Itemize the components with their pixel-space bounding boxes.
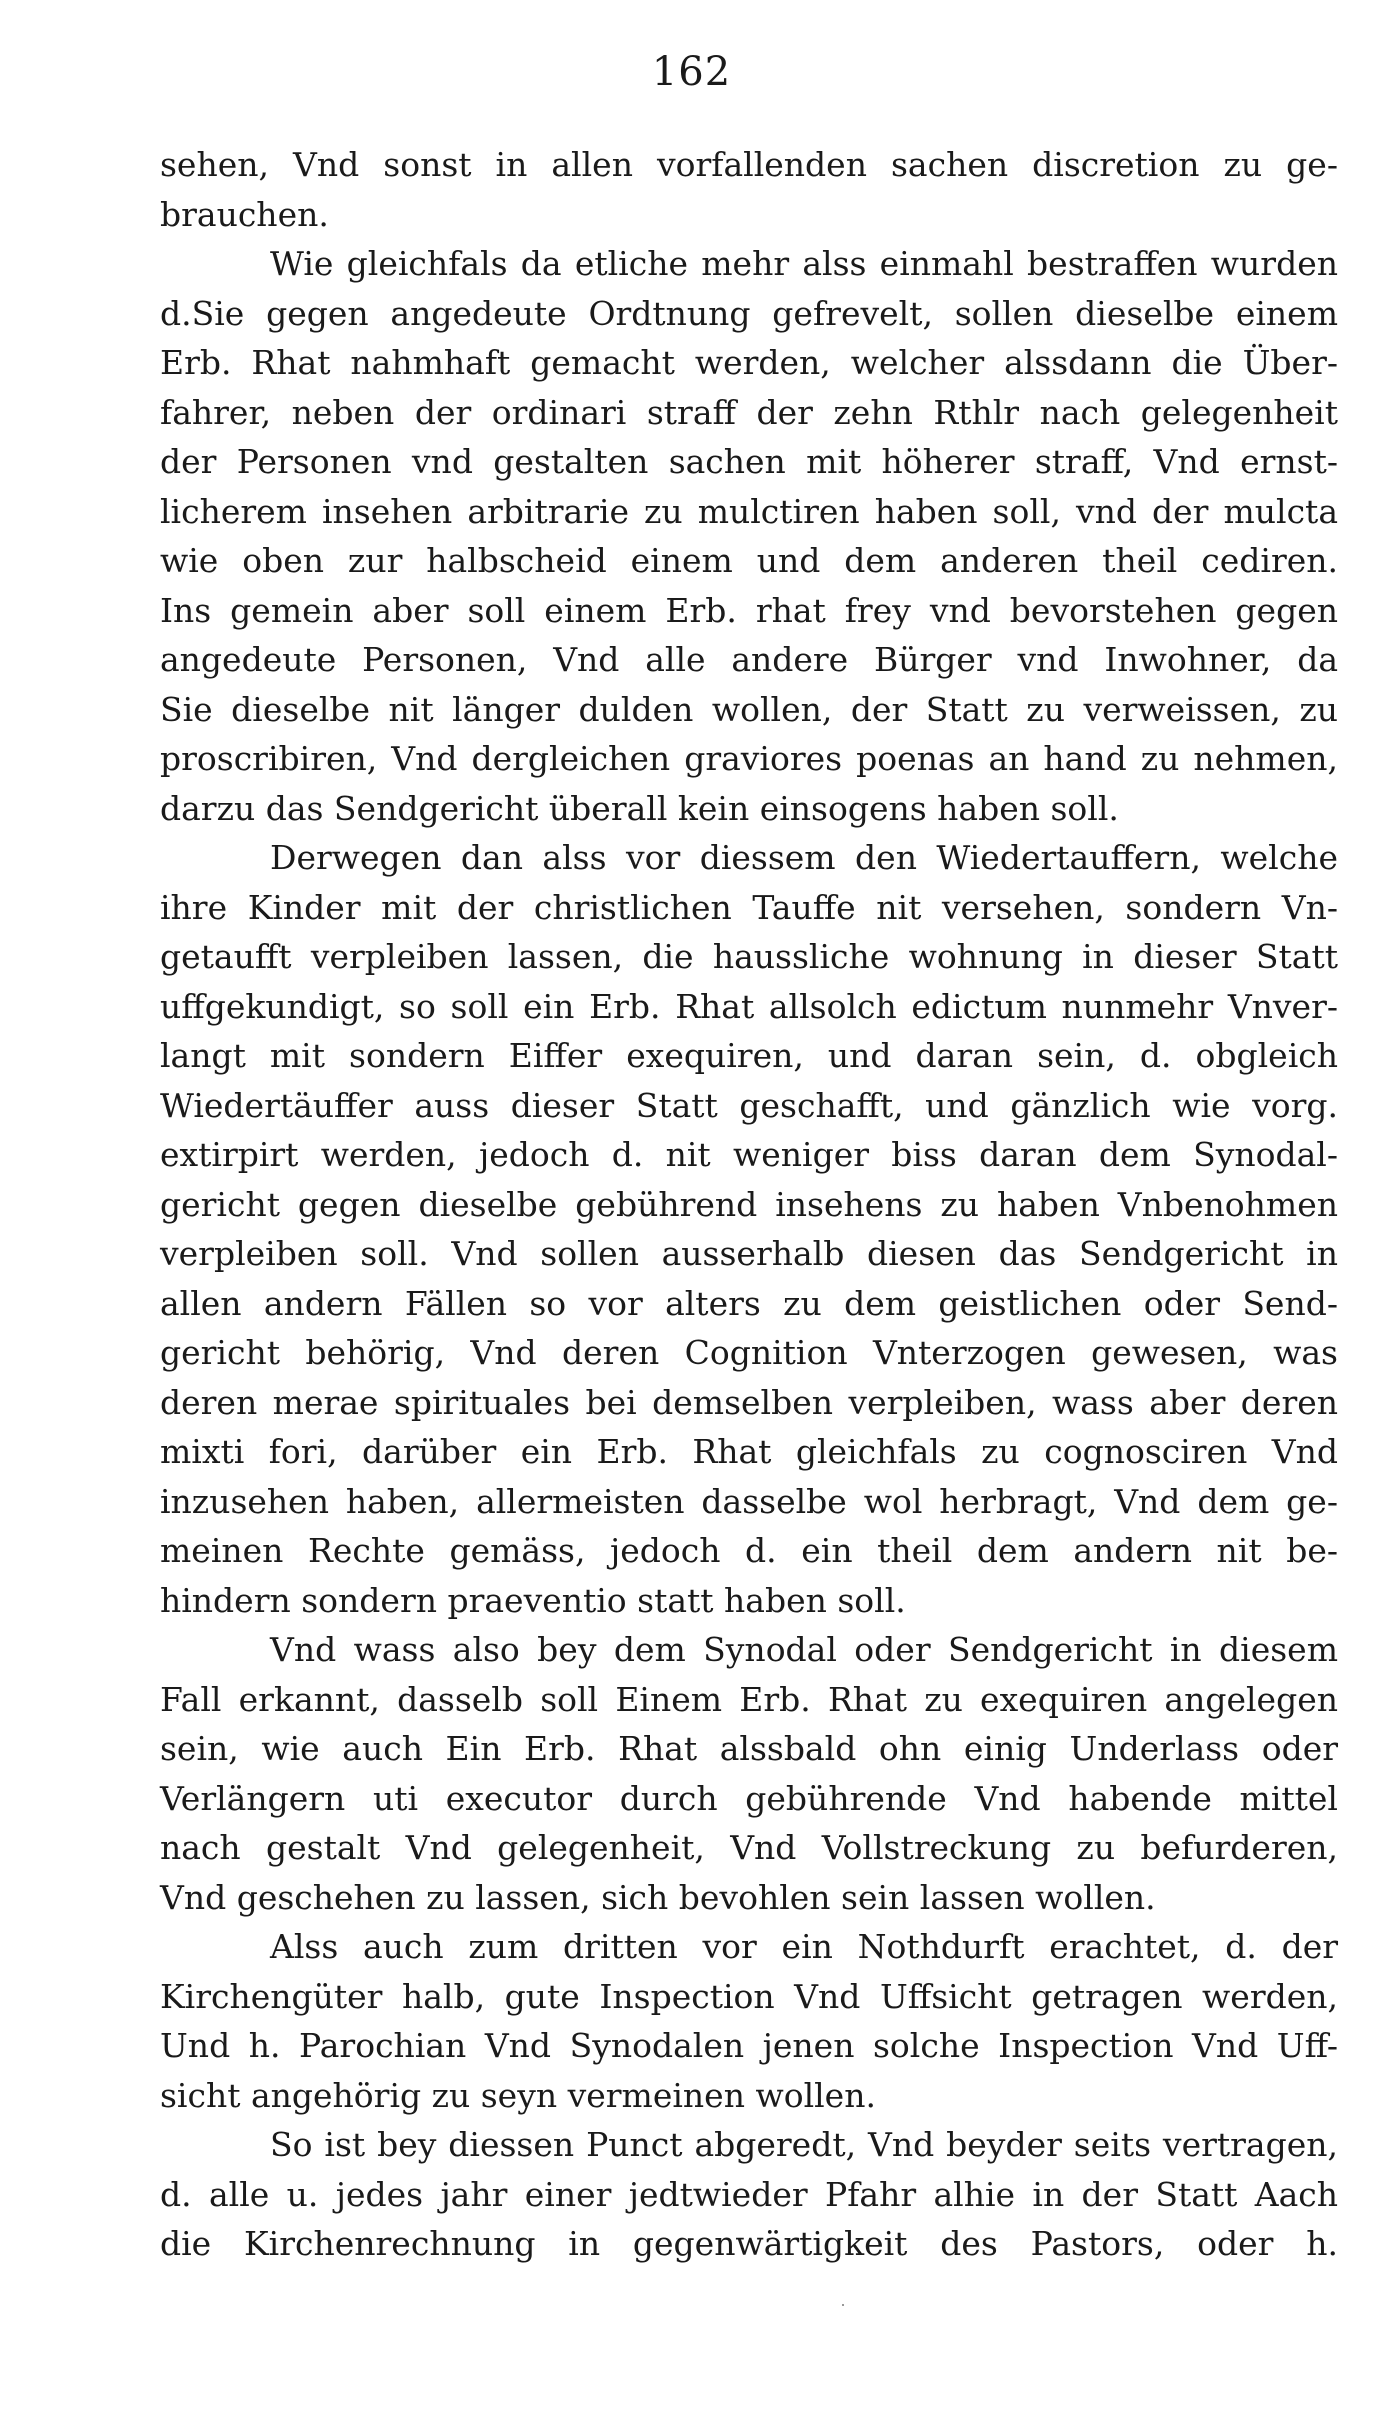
text-line: allen andern Fällen so vor alters zu dem geistlichen oder Send- bbox=[160, 1283, 1338, 1323]
text-line: langt mit sondern Eiffer exequiren, und daran sein, d. obgleich bbox=[160, 1036, 1338, 1075]
page-number: 162 bbox=[651, 49, 732, 95]
text-line: ihre Kinder mit der christlichen Tauffe nit versehen, sondern Vn- bbox=[160, 887, 1338, 927]
text-line: gericht gegen dieselbe gebührend insehens zu haben Vnbenohmen bbox=[160, 1184, 1338, 1224]
text-line: Wiedertäuffer auss dieser Statt geschafft, und gänzlich wie vorg. bbox=[160, 1085, 1338, 1125]
text-line: proscribiren, Vnd dergleichen graviores poenas an hand zu nehmen, bbox=[160, 739, 1338, 778]
paragraph-start-line: Alss auch zum dritten vor ein Nothdurft erachtet, d. der bbox=[270, 1927, 1338, 1966]
text-line: Und h. Parochian Vnd Synodalen jenen solche Inspection Vnd Uff- bbox=[160, 2026, 1338, 2065]
text-line: sicht angehörig zu seyn vermeinen wollen. bbox=[160, 2075, 876, 2115]
text-line: Vnd geschehen zu lassen, sich bevohlen sein lassen wollen. bbox=[160, 1877, 1156, 1917]
text-line: Ins gemein aber soll einem Erb. rhat frey vnd bevorstehen gegen bbox=[160, 590, 1338, 630]
text-line: verpleiben soll. Vnd sollen ausserhalb diesen das Sendgericht in bbox=[160, 1234, 1338, 1273]
text-line: Verlängern uti executor durch gebührende Vnd habende mittel bbox=[160, 1778, 1338, 1818]
text-line: uffgekundigt, so soll ein Erb. Rhat allsolch edictum nunmehr Vnver- bbox=[160, 986, 1338, 1026]
text-line: hindern sondern praeventio statt haben soll. bbox=[160, 1580, 906, 1620]
text-line: der Personen vnd gestalten sachen mit höherer straff, Vnd ernst- bbox=[160, 442, 1338, 481]
text-line: die Kirchenrechnung in gegenwärtigkeit des Pastors, oder h. bbox=[160, 2224, 1338, 2263]
text-line: gericht behörig, Vnd deren Cognition Vnterzogen gewesen, was bbox=[160, 1333, 1338, 1372]
text-line: fahrer, neben der ordinari straff der zehn Rthlr nach gelegenheit bbox=[160, 392, 1338, 432]
text-line: mixti fori, darüber ein Erb. Rhat gleichfals zu cognosciren Vnd bbox=[160, 1432, 1338, 1471]
paragraph-start-line: Wie gleichfals da etliche mehr alss einmahl bestraffen wurden bbox=[270, 244, 1338, 283]
text-line: deren merae spirituales bei demselben verpleiben, wass aber deren bbox=[160, 1382, 1338, 1422]
text-line: Sie dieselbe nit länger dulden wollen, der Statt zu verweissen, zu bbox=[160, 689, 1338, 729]
paragraph-start-line: So ist bey diessen Punct abgeredt, Vnd beyder seits vertragen, bbox=[270, 2125, 1338, 2164]
text-line: nach gestalt Vnd gelegenheit, Vnd Vollstreckung zu befurderen, bbox=[160, 1828, 1338, 1867]
text-line: Fall erkannt, dasselb soll Einem Erb. Rhat zu exequiren angelegen bbox=[160, 1679, 1338, 1719]
paper-speck bbox=[842, 2304, 844, 2306]
text-line: licherem insehen arbitrarie zu mulctiren haben soll, vnd der mulcta bbox=[160, 491, 1338, 531]
text-line: d.Sie gegen angedeute Ordtnung gefrevelt, sollen dieselbe einem bbox=[160, 293, 1338, 333]
text-line: angedeute Personen, Vnd alle andere Bürger vnd Inwohner, da bbox=[160, 640, 1338, 679]
text-line: wie oben zur halbscheid einem und dem anderen theil cediren. bbox=[160, 541, 1338, 580]
paragraph-start-line: Vnd wass also bey dem Synodal oder Sendgericht in diesem bbox=[270, 1630, 1338, 1669]
text-line: sehen, Vnd sonst in allen vorfallenden sachen discretion zu ge- bbox=[160, 145, 1338, 184]
body-text bbox=[160, 140, 1338, 2269]
text-line: getaufft verpleiben lassen, die haussliche wohnung in dieser Statt bbox=[160, 937, 1338, 976]
text-line: d. alle u. jedes jahr einer jedtwieder Pfahr alhie in der Statt Aach bbox=[160, 2174, 1338, 2214]
text-line: Erb. Rhat nahmhaft gemacht werden, welcher alssdann die Über- bbox=[160, 343, 1338, 382]
text-line: meinen Rechte gemäss, jedoch d. ein theil dem andern nit be- bbox=[160, 1531, 1338, 1570]
text-line: sein, wie auch Ein Erb. Rhat alssbald ohn einig Underlass oder bbox=[160, 1729, 1338, 1768]
text-line: Kirchengüter halb, gute Inspection Vnd Uffsicht getragen werden, bbox=[160, 1976, 1338, 2016]
text-line: inzusehen haben, allermeisten dasselbe wol herbragt, Vnd dem ge- bbox=[160, 1481, 1338, 1521]
text-line: darzu das Sendgericht überall kein einsogens haben soll. bbox=[160, 788, 1119, 828]
text-line: extirpirt werden, jedoch d. nit weniger biss daran dem Synodal- bbox=[160, 1135, 1338, 1174]
paragraph-start-line: Derwegen dan alss vor diessem den Wiedertauffern, welche bbox=[270, 838, 1338, 877]
text-line: brauchen. bbox=[160, 194, 329, 234]
